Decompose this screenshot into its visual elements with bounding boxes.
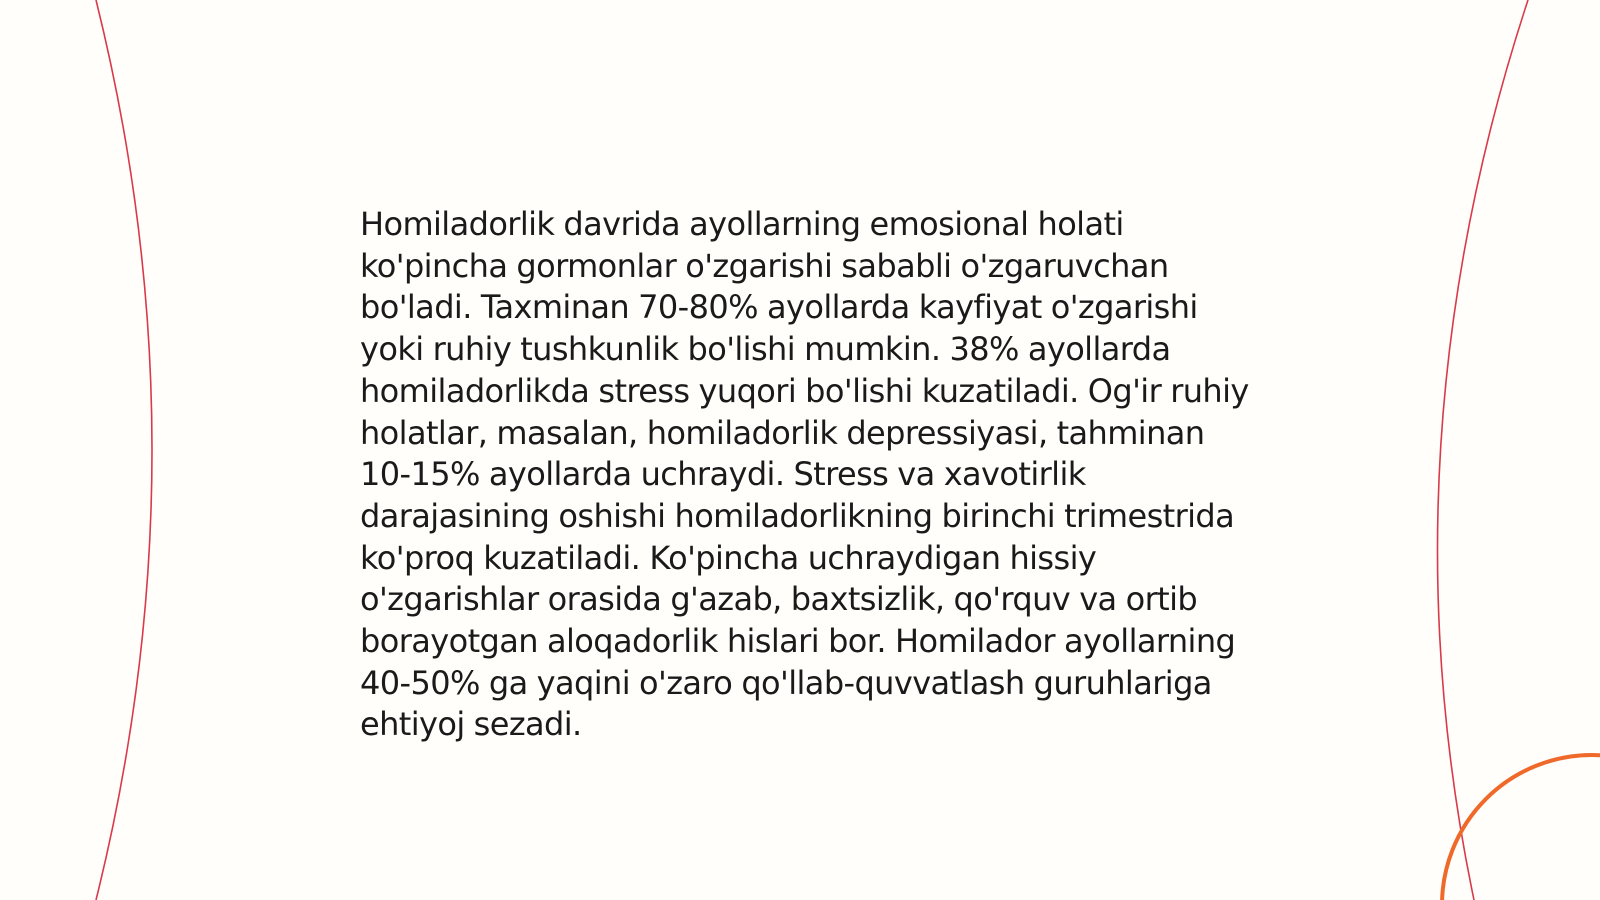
slide-body-text: Homiladorlik davrida ayollarning emosional holati ko'pincha gormonlar o'zgarishi sababli o'zgaruvchan bo'ladi. Taxminan 70-80% ayollarda kayfiyat o'zgarishi yoki ruhiy tushkunlik bo'lishi mumkin. 38% ayollarda homiladorlikda stress yuqori bo'lishi kuzatiladi. Og'ir ruhiy holatlar, masalan, homiladorlik depressiyasi, tahminan 10-15% ayollarda uchraydi. Stress va xavotirlik darajasining oshishi homiladorlikning birinchi trimestrida ko'proq kuzatiladi. Ko'pincha uchraydigan hissiy o'zgarishlar orasida g'azab, baxtsizlik, qo'rquv va ortib borayotgan aloqadorlik hislari bor. Homilador ayollarning 40-50% ga yaqini o'zaro qo'llab-quvvatlash guruhlariga ehtiyoj sezadi. <box>360 205 1249 744</box>
right-arc-line <box>1437 0 1528 900</box>
corner-circle <box>1442 755 1600 900</box>
left-arc-line <box>96 0 152 900</box>
